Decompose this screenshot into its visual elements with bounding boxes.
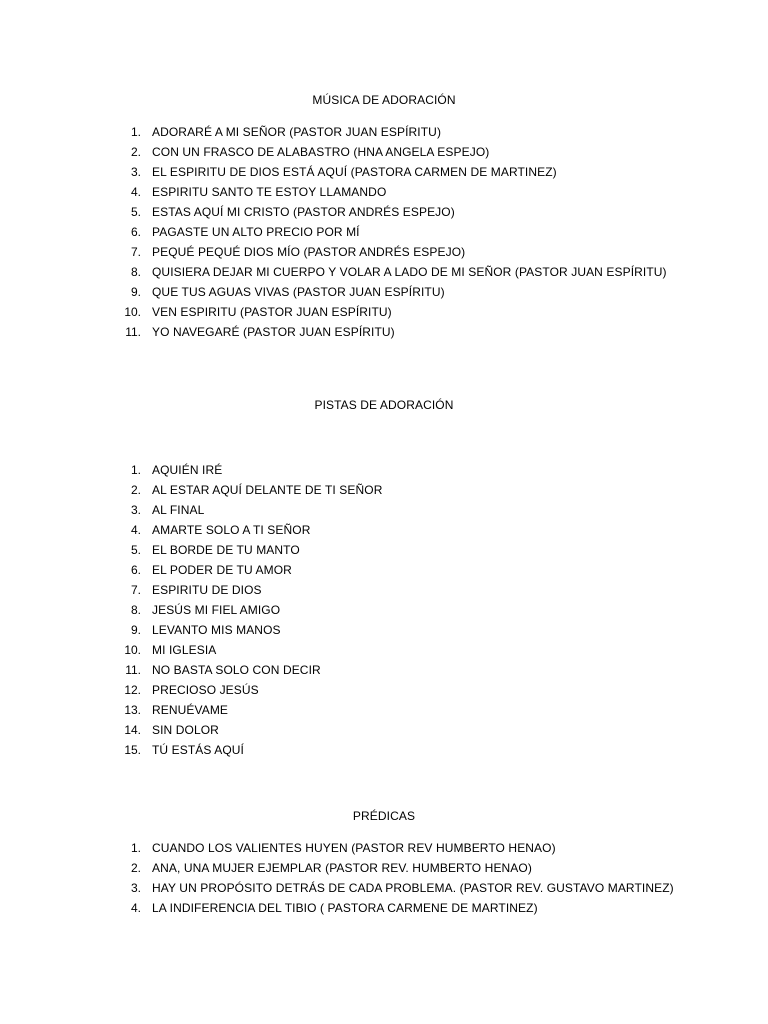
item-text: MI IGLESIA: [152, 643, 217, 657]
item-text: RENUÉVAME: [152, 703, 229, 717]
item-text: LA INDIFERENCIA DEL TIBIO ( PASTORA CARMENE DE MARTINEZ): [152, 901, 538, 915]
item-number: 9.: [130, 623, 141, 637]
item-text: ANA, UNA MUJER EJEMPLAR (PASTOR REV. HUMBERTO HENAO): [152, 861, 532, 875]
item-text: AQUIÉN IRÉ: [152, 463, 223, 477]
list-item: [0, 720, 768, 740]
list-item: [0, 660, 768, 680]
item-text: YO NAVEGARÉ (PASTOR JUAN ESPÍRITU): [152, 325, 395, 339]
item-number: 1.: [130, 841, 141, 855]
item-number: 2.: [130, 145, 141, 159]
item-number: 10.: [124, 643, 141, 657]
item-text: CON UN FRASCO DE ALABASTRO (HNA ANGELA ESPEJO): [152, 145, 490, 159]
item-text: EL BORDE DE TU MANTO: [152, 543, 300, 557]
item-number: 12.: [124, 683, 141, 697]
item-number: 2.: [130, 861, 141, 875]
list-item: [0, 680, 768, 700]
item-text: QUE TUS AGUAS VIVAS (PASTOR JUAN ESPÍRITU): [152, 285, 445, 299]
section-title: MÚSICA DE ADORACIÓN: [312, 93, 456, 107]
item-text: AL FINAL: [152, 503, 205, 517]
item-text: ESPIRITU DE DIOS: [152, 583, 262, 597]
item-text: NO BASTA SOLO CON DECIR: [152, 663, 321, 677]
item-number: 5.: [130, 543, 141, 557]
list-item: [0, 620, 768, 640]
list-item: [0, 640, 768, 660]
list-item: [0, 480, 768, 500]
list-item: [0, 460, 768, 480]
item-text: QUISIERA DEJAR MI CUERPO Y VOLAR A LADO DE MI SEÑOR (PASTOR JUAN ESPÍRITU): [152, 265, 667, 279]
list-item: [0, 242, 768, 262]
item-number: 5.: [130, 205, 141, 219]
list-item: [0, 322, 768, 342]
item-number: 1.: [130, 125, 141, 139]
item-text: JESÚS MI FIEL AMIGO: [152, 603, 281, 617]
list-item: [0, 222, 768, 242]
track-list: [0, 460, 768, 760]
item-text: HAY UN PROPÓSITO DETRÁS DE CADA PROBLEMA. (PASTOR REV. GUSTAVO MARTINEZ): [152, 881, 674, 895]
item-text: PEQUÉ PEQUÉ DIOS MÍO (PASTOR ANDRÉS ESPEJO): [152, 245, 466, 259]
item-number: 6.: [130, 225, 141, 239]
list-item: [0, 302, 768, 322]
item-number: 6.: [130, 563, 141, 577]
item-text: ESPIRITU SANTO TE ESTOY LLAMANDO: [152, 185, 387, 199]
item-text: TÚ ESTÁS AQUÍ: [152, 743, 244, 757]
item-number: 7.: [130, 583, 141, 597]
item-number: 8.: [130, 603, 141, 617]
list-item: [0, 898, 768, 918]
item-text: ESTAS AQUÍ MI CRISTO (PASTOR ANDRÉS ESPEJO): [152, 205, 455, 219]
list-item: [0, 162, 768, 182]
item-number: 14.: [124, 723, 141, 737]
list-item: [0, 202, 768, 222]
list-item: [0, 600, 768, 620]
item-number: 8.: [130, 265, 141, 279]
list-item: [0, 262, 768, 282]
list-item: [0, 500, 768, 520]
item-number: 4.: [130, 185, 141, 199]
item-text: LEVANTO MIS MANOS: [152, 623, 281, 637]
item-number: 1.: [130, 463, 141, 477]
item-number: 3.: [130, 503, 141, 517]
list-item: [0, 122, 768, 142]
list-item: [0, 142, 768, 162]
item-number: 10.: [124, 305, 141, 319]
item-number: 9.: [130, 285, 141, 299]
item-text: AMARTE SOLO A TI SEÑOR: [152, 523, 311, 537]
item-text: AL ESTAR AQUÍ DELANTE DE TI SEÑOR: [152, 483, 383, 497]
item-text: SIN DOLOR: [152, 723, 219, 737]
item-number: 3.: [130, 165, 141, 179]
list-item: [0, 858, 768, 878]
list-item: [0, 540, 768, 560]
list-item: [0, 282, 768, 302]
item-number: 15.: [124, 743, 141, 757]
item-text: EL PODER DE TU AMOR: [152, 563, 292, 577]
item-number: 4.: [130, 901, 141, 915]
list-item: [0, 560, 768, 580]
section-title: PRÉDICAS: [352, 809, 416, 823]
item-number: 7.: [130, 245, 141, 259]
list-item: [0, 838, 768, 858]
list-item: [0, 520, 768, 540]
item-text: EL ESPIRITU DE DIOS ESTÁ AQUÍ (PASTORA CARMEN DE MARTINEZ): [152, 165, 557, 179]
item-text: VEN ESPIRITU (PASTOR JUAN ESPÍRITU): [152, 305, 392, 319]
item-number: 4.: [130, 523, 141, 537]
list-item: [0, 878, 768, 898]
item-number: 11.: [125, 663, 141, 677]
list-item: [0, 740, 768, 760]
item-number: 2.: [130, 483, 141, 497]
item-text: ADORARÉ A MI SEÑOR (PASTOR JUAN ESPÍRITU): [152, 125, 442, 139]
list-item: [0, 182, 768, 202]
item-text: CUANDO LOS VALIENTES HUYEN (PASTOR REV HUMBERTO HENAO): [152, 841, 556, 855]
item-text: PRECIOSO JESÚS: [152, 683, 259, 697]
section-title: PISTAS DE ADORACIÓN: [314, 398, 454, 412]
item-number: 13.: [124, 703, 141, 717]
list-item: [0, 700, 768, 720]
sermon-list: [0, 838, 768, 918]
item-number: 11.: [125, 325, 141, 339]
song-list: [0, 122, 768, 342]
list-item: [0, 580, 768, 600]
item-text: PAGASTE UN ALTO PRECIO POR MÍ: [152, 225, 360, 239]
item-number: 3.: [130, 881, 141, 895]
